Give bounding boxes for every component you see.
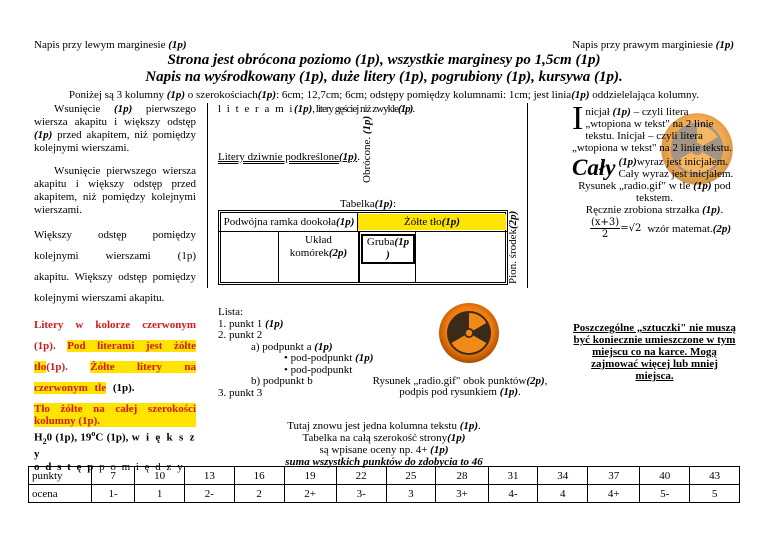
left-margin-text: [34, 39, 187, 51]
radiation-icon: [438, 302, 500, 364]
vertical-centered-cell: Pion. środek(2p): [507, 210, 519, 284]
spaced-paragraph: Większy odstęp pomiędzy kolejnymi wierszami (1p) akapitu. Większy odstęp pomiędzy kolejnymi wierszami akapitu.: [34, 229, 196, 304]
footer-text: Tutaj znowu jest jedna kolumna tekstu (1p). Tabelka na całą szerokość strony(1p) są wpisane oceny np. 4+ (1p) suma wszystkich punktów do zdobycia to 46: [285, 420, 483, 468]
red-background-text: Żółte litery na czerwonym tle: [34, 361, 196, 394]
sub-superscript-line: $H_20$ (1p), 19$^o$C (1p), w i ę k s z y o d s t ę p p o m i ę d z y: [34, 429, 196, 473]
cell-merged: Układ komórek(2p): [289, 234, 348, 259]
arrow-note: Ręcznie zrobiona strzałka (1p).: [585, 204, 724, 216]
list-item: 2. punkt 2: [218, 329, 263, 341]
page-title: [0, 52, 768, 86]
math-formula: $\frac{(x+3)}{2}$ =√2 wzór matemat. (2p): [591, 217, 732, 240]
left-column: [34, 103, 196, 474]
indent-paragraph-1: Wsunięcie (1p) pierwszego wiersza akapitu i większy odstęp (1p) przed akapitem, niż pomiędzy kolejnymi wierszami.: [34, 103, 196, 154]
spacing-line: l i t e r a m i(1p), litery gęściej niż zwykle(1p).: [218, 103, 416, 115]
feature-table: [218, 210, 518, 285]
table-row: ocena 1- 1 2- 2 2+ 3- 3 3+ 4- 4 4+ 5- 5: [29, 485, 740, 503]
colored-text-paragraph: Litery w kolorze czerwonym (1p). Pod literami jest żółte tło(1p). Żółte litery na czerwonym tle (1p).: [34, 319, 196, 394]
cell-yellow-background: Żółte tło(1p): [358, 214, 506, 230]
formula-denominator: 2: [601, 229, 609, 240]
underline-line: Litery dziwnie podkreślone(1p).: [218, 151, 361, 163]
title-line-2: Napis na wyśrodkowany (1p), duże litery (1p), pogrubiony (1p), kursywa (1p).: [145, 69, 623, 85]
dropword-paragraph: Cały (1p)wyraz jest inicjałem. Cały wyraz jest inicjałem.: [572, 155, 734, 180]
dropcap-paragraph: Inicjał (1p) – czyli litera „wtopiona w tekst" na 2 linie tekstu. Inicjał – czyli litera „wtopiona w tekst" na 2 linie tekstu.: [572, 100, 732, 154]
list-item: b) podpunkt b: [251, 375, 313, 387]
title-line-1: Strona jest obrócona poziomo (1p), wszystkie marginesy po 1,5cm (1p): [167, 52, 601, 68]
list-item: 3. punkt 3: [218, 386, 263, 399]
list-item: 1. punkt 1 (1p): [218, 317, 284, 330]
header-left-points: (1p): [168, 39, 187, 51]
rotated-text: Obrócone. (1p): [361, 115, 373, 183]
list-item: a) podpunkt a (1p): [251, 340, 333, 353]
grades-table: [28, 466, 740, 503]
formula-numerator: (x+3): [591, 217, 620, 228]
dropcap-letter: I: [572, 100, 584, 137]
column-divider-right: [527, 103, 528, 288]
right-column: [572, 100, 737, 240]
column-divider-left: [207, 103, 208, 288]
header-right-points: (1p): [715, 39, 734, 51]
right-margin-text: [572, 39, 734, 51]
header-left-text: Napis przy lewym marginesie: [34, 39, 166, 51]
grade-label: ocena: [29, 485, 92, 503]
yellow-full-width-block: Tło żółte na całej szerokości kolumny (1p).: [34, 403, 196, 427]
list-item: • pod-podpunkt (1p): [284, 352, 374, 364]
figure-caption: Rysunek „radio.gif" obok punktów(2p), podpis pod rysunkiem (1p).: [372, 375, 548, 398]
list-item: • pod-podpunkt: [284, 363, 353, 376]
tricks-note: Poszczególne „sztuczki" nie muszą być koniecznie umieszczone w tym miejscu co na karce. Mogą zajmować więcej lub mniej miejsca.: [573, 322, 736, 382]
cell-double-border: Podwójna ramka dookoła(1p): [223, 216, 355, 228]
cell-thick-border: Gruba(1p ): [361, 234, 415, 264]
points-label: punkty: [29, 467, 92, 485]
bullet-list: Lista: 1. punkt 1 (1p) 2. punkt 2 a) podpunkt a (1p) • pod-podpunkt (1p) • pod-podpunkt b) podpunkt b 3. punkt 3: [218, 306, 374, 399]
indent-paragraph-2: Wsunięcie pierwszego wiersza akapitu i większy odstęp przed akapitem, niż pomiędzy kolejnymi wierszami.: [34, 165, 196, 216]
header-right-text: Napis przy prawym marginiesie: [572, 39, 713, 51]
dropcap-word: Cały: [572, 155, 616, 180]
columns-note: Poniżej są 3 kolumny (1p) o szerokościach(1p): 6cm; 12,7cm; 6cm; odstępy pomiędzy kolumnami: 1cm; jest linia(1p) oddzielelająca kolumny.: [68, 89, 700, 101]
yellow-highlight-text: Pod literami jest żółte tło: [34, 340, 196, 373]
table-caption: Tabelka(1p):: [339, 198, 397, 210]
background-figure-note: Rysunek „radio.gif" w tle (1p) pod tekstem.: [578, 180, 731, 204]
table-row: punkty 7 10 13 16 19 22 25 28 31 34 37 40 43: [29, 467, 740, 485]
